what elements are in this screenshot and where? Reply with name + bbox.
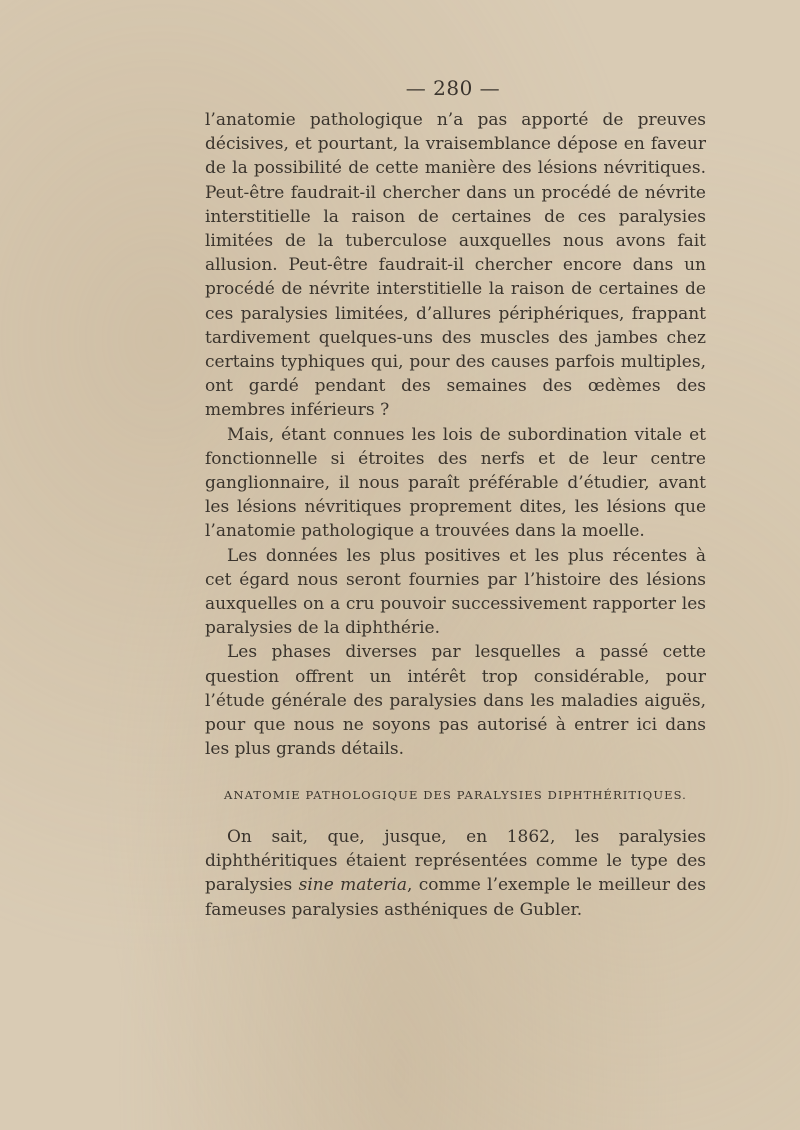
paragraph-4: Les phases diverses par lesquelles a passé cette question offrent un intérêt trop considérable, pour l’étude générale des paralysies dans les maladies aiguës, pour que nous ne soyons pas autorisé à entrer ici dans les plus grands détails. — [205, 642, 706, 760]
paragraph-1: l’anatomie pathologique n’a pas apporté de preuves décisives, et pourtant, la vraisemblance dépose en faveur de la possibilité de cette manière des lésions névritiques. Peut-être faudrait-il chercher dans un procédé de névrite interstitielle la raison de certaines de ces paralysies limitées de la tuberculose auxquelles nous avons fait allusion. Peut-être faudrait-il chercher encore dans un procédé de névrite interstitielle la raison de certaines de ces paralysies limitées, d’allures périphériques, frappant tardivement quelques-uns des muscles des jambes chez certains typhiques qui, pour des causes parfois multiples, ont gardé pendant des semaines des œdèmes des membres inférieurs ? — [205, 110, 706, 421]
paragraph-3: Les données les plus positives et les plus récentes à cet égard nous seront fournies par l’histoire des lésions auxquelles on a cru pouvoir successivement rapporter les paralysies de la diphthérie. — [205, 545, 706, 639]
page-number: — 280 — — [405, 76, 501, 100]
paragraph-5 — [205, 825, 706, 922]
paragraph-5-end: , comme l’exemple le meilleur des fameuses paralysies asthéniques de Gubler. — [205, 875, 707, 920]
closing-text — [205, 825, 706, 922]
paragraph-2: Mais, étant connues les lois de subordination vitale et fonctionnelle si étroites des nerfs et de leur centre ganglionnaire, il nous paraît préférable d’étudier, avant les lésions névritiques proprement dites, les lésions que l’anatomie pathologique a trouvées dans la moelle. — [205, 424, 706, 542]
body-text — [205, 108, 706, 761]
latin-phrase: sine materia — [298, 875, 407, 896]
paragraph-5-start: On sait, que, jusque, en 1862, les paralysies diphthéritiques étaient représentées comme le type des paralysies — [205, 827, 706, 896]
section-heading: ANATOMIE PATHOLOGIQUE DES PARALYSIES DIPHTHÉRITIQUES. — [224, 788, 687, 802]
